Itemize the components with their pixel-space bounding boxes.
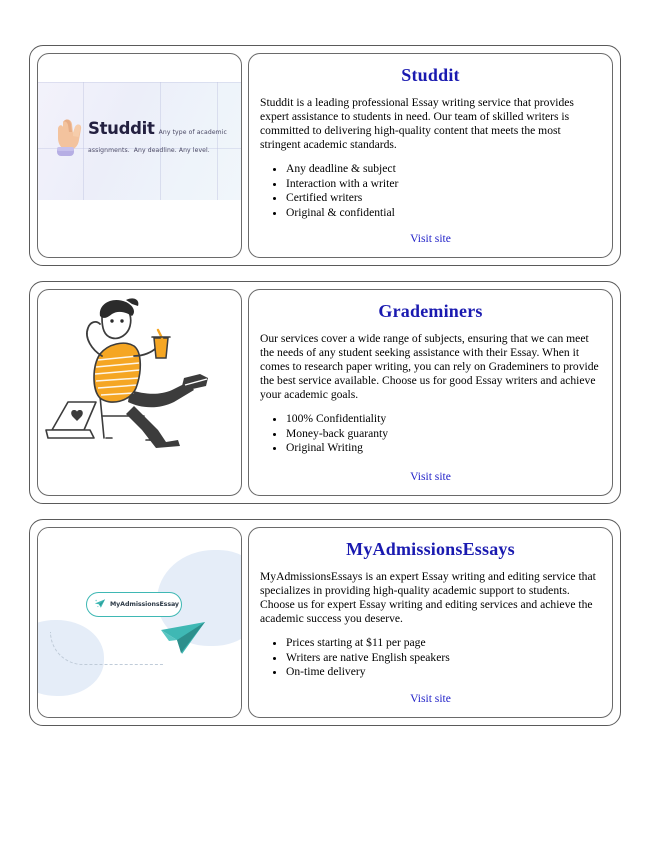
service-description-grademiners: Our services cover a wide range of subjects, ensuring that we can meet the needs of any student seeking assistance with their Essay. When it comes to research paper writing, you can rely on Grademiners to provide the best service available. Choose us for good Essay writers and achieve your academic goals. [260,332,599,401]
studdit-wordmark: Studdit [88,119,155,138]
list-item: • 100% Confidentiality [286,412,601,427]
content-card-myadmissionsessays [248,527,613,718]
myadmissionsessay-wordmark: MyAdmissionsEssay [110,601,179,608]
content-card-studdit [248,53,613,258]
service-description-studdit: Studdit is a leading professional Essay writing service that provides expert assistance to students in need. Our team of skilled writers is committed to delivering high-quality content that meets the most stringent academic standards. [260,96,574,151]
feature-list-grademiners [260,412,601,456]
paper-plane-icon [94,596,106,614]
service-entry-myadmissionsessays [29,519,621,726]
studdit-logo-art [38,82,241,200]
list-item: • Original & confidential [286,206,601,221]
studdit-tagline-line-2: Any deadline. Any level. [133,147,210,154]
myadmissionsessay-logo-pill [86,592,182,617]
logo-card-myadmissionsessays [37,527,242,718]
service-title-studdit: Studdit [401,65,460,85]
student-with-laptop-illustration [38,290,241,495]
service-title-myadmissionsessays: MyAdmissionsEssays [346,539,515,559]
list-item: • Interaction with a writer [286,177,601,192]
large-paper-plane-icon [160,620,206,661]
dotted-trail-line [50,632,163,665]
service-description-myadmissionsessays: MyAdmissionsEssays is an expert Essay writing and editing service that specializes in providing high-quality academic support to students. Choose us for expert Essay writing and editing services and achieve the academic success you deserve. [260,570,596,625]
visit-site-link-studdit[interactable]: Visit site [410,232,451,245]
feature-list-myadmissionsessays [260,636,601,680]
myadmissionsessay-logo-art [38,528,241,717]
list-item: • Money-back guaranty [286,427,601,442]
visit-site-link-myadmissionsessays[interactable]: Visit site [410,691,451,705]
list-item: • Any deadline & subject [286,162,601,177]
feature-list-studdit [260,162,601,220]
list-item: • Prices starting at $11 per page [286,636,601,651]
visit-site-link-grademiners[interactable]: Visit site [410,470,451,483]
pointing-hand-icon [54,116,84,160]
service-entry-grademiners [29,281,621,504]
list-item: • Certified writers [286,191,601,206]
logo-card-studdit [37,53,242,258]
service-entry-studdit [29,45,621,266]
service-title-grademiners: Grademiners [378,301,483,321]
logo-card-grademiners [37,289,242,496]
studdit-tagline-line-1: Any type of academic assignments. [88,129,227,154]
content-card-grademiners [248,289,613,496]
list-item: • Writers are native English speakers [286,651,601,666]
list-item: • On-time delivery [286,665,601,680]
list-item: • Original Writing [286,441,601,456]
